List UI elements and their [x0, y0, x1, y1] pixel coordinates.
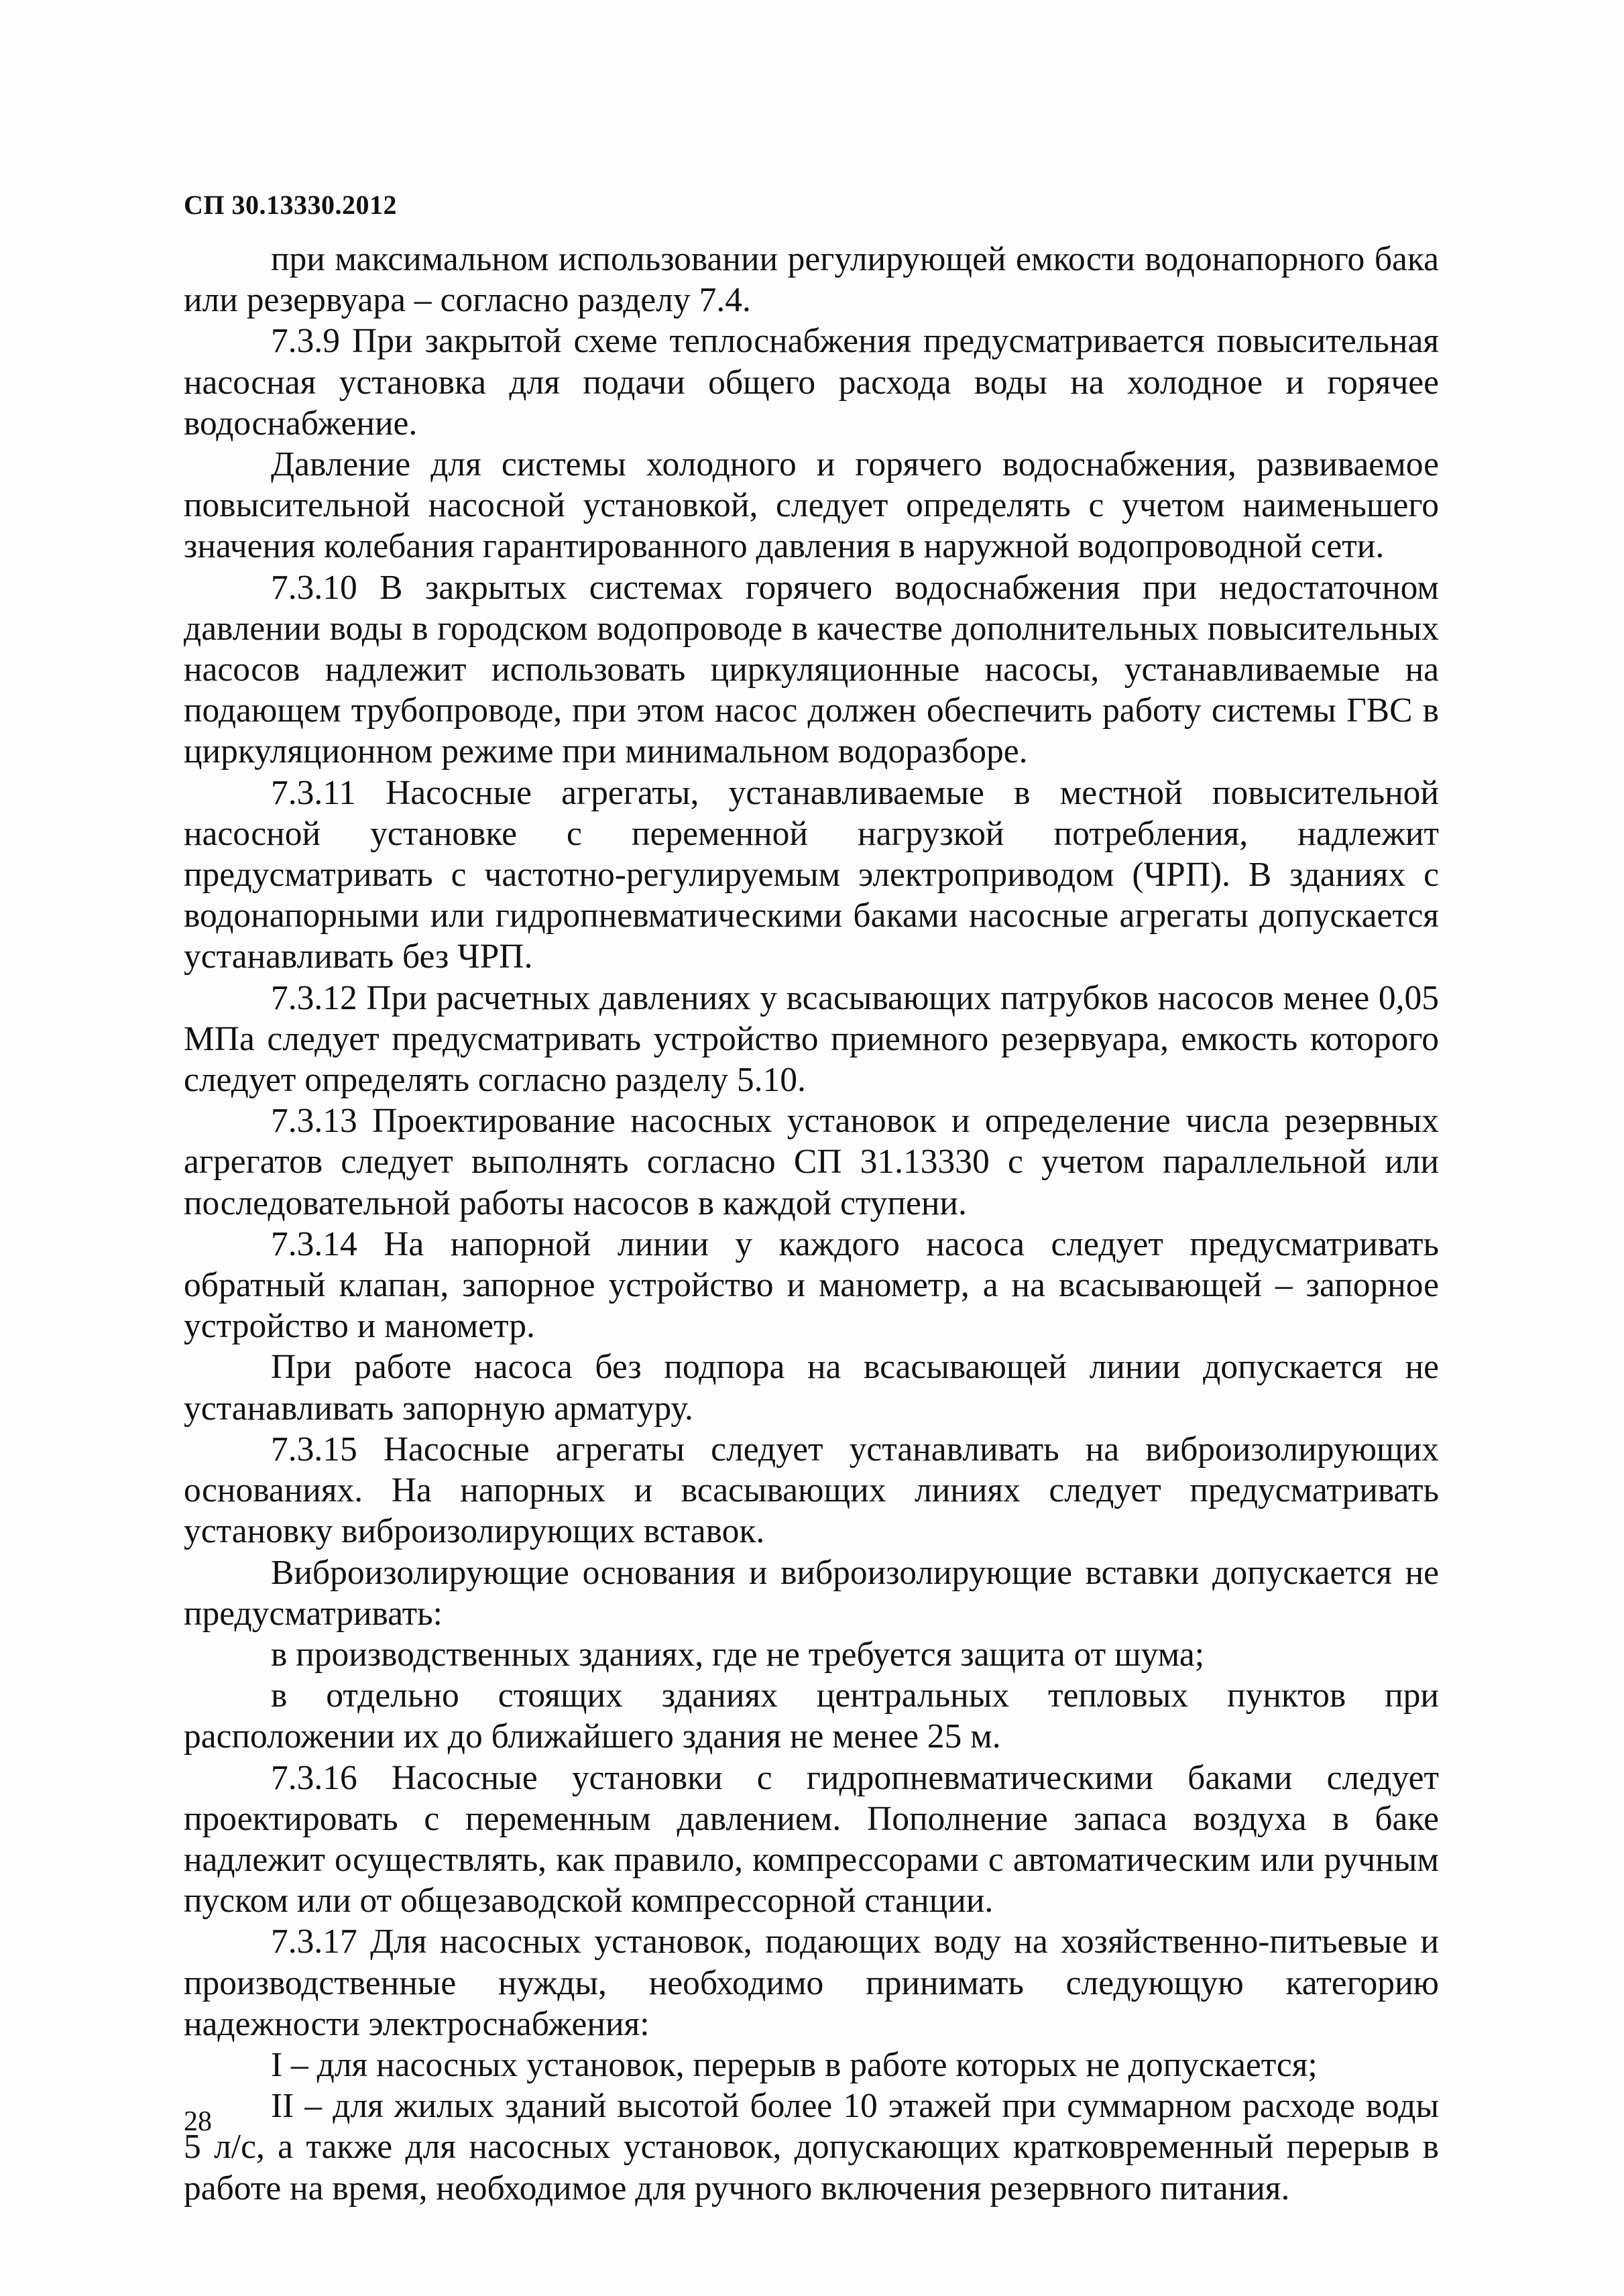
paragraph: 7.3.16 Насосные установки с гидропневматическими баками следует проектировать с переменным давлением. Пополнение запаса воздуха в баке надлежит осуществлять, как правило, компрессорами с автоматическим или ручным пуском или от общезаводской компрессорной станции.: [184, 1758, 1439, 1920]
paragraph: в отдельно стоящих зданиях центральных тепловых пунктов при расположении их до ближайшего здания не менее 25 м.: [184, 1676, 1439, 1756]
paragraph: 7.3.14 На напорной линии у каждого насоса следует предусматривать обратный клапан, запорное устройство и манометр, а на всасывающей – запорное устройство и манометр.: [184, 1224, 1439, 1346]
paragraph: Виброизолирующие основания и виброизолирующие вставки допускается не предусматривать:: [184, 1553, 1439, 1633]
paragraph: 7.3.12 При расчетных давлениях у всасывающих патрубков насосов менее 0,05 МПа следует предусматривать устройство приемного резервуара, емкость которого следует определять согласно разделу 5.10.: [184, 978, 1439, 1100]
paragraph: Давление для системы холодного и горячего водоснабжения, развиваемое повысительной насосной установкой, следует определять с учетом наименьшего значения колебания гарантированного давления в наружной водопроводной сети.: [184, 445, 1439, 566]
page-number: 28: [184, 2106, 212, 2137]
paragraph: I – для насосных установок, перерыв в работе которых не допускается;: [271, 2045, 1318, 2084]
paragraph: 7.3.11 Насосные агрегаты, устанавливаемые в местной повысительной насосной установке с переменной нагрузкой потребления, надлежит предусматривать с частотно-регулируемым электроприводом (ЧРП). В зданиях с водонапорными или гидропневматическими баками насосные агрегаты допускается устанавливать без ЧРП.: [184, 773, 1439, 976]
paragraph: 7.3.9 При закрытой схеме теплоснабжения предусматривается повысительная насосная установка для подачи общего расхода воды на холодное и горячее водоснабжение.: [184, 322, 1439, 443]
paragraph: 7.3.13 Проектирование насосных установок и определение числа резервных агрегатов следует выполнять согласно СП 31.13330 с учетом параллельной или последовательной работы насосов в каждой ступени.: [184, 1102, 1439, 1222]
paragraph: в производственных зданиях, где не требуется защита от шума;: [271, 1635, 1205, 1674]
document-code-header: СП 30.13330.2012: [184, 190, 397, 220]
document-body: [184, 239, 1439, 2209]
paragraph: 7.3.10 В закрытых системах горячего водоснабжения при недостаточном давлении воды в городском водопроводе в качестве дополнительных повысительных насосов надлежит использовать циркуляционные насосы, устанавливаемые на подающем трубопроводе, при этом насос должен обеспечить работу системы ГВС в циркуляционном режиме при минимальном водоразборе.: [184, 568, 1439, 771]
paragraph: II – для жилых зданий высотой более 10 этажей при суммарном расходе воды 5 л/с, а также для насосных установок, допускающих кратковременный перерыв в работе на время, необходимое для ручного включения резервного питания.: [184, 2087, 1439, 2207]
paragraph: 7.3.17 Для насосных установок, подающих воду на хозяйственно-питьевые и производственные нужды, необходимо принимать следующую категорию надежности электроснабжения:: [184, 1922, 1439, 2043]
paragraph: При работе насоса без подпора на всасывающей линии допускается не устанавливать запорную арматуру.: [184, 1348, 1439, 1428]
paragraph: при максимальном использовании регулирующей емкости водонапорного бака или резервуара – согласно разделу 7.4.: [184, 240, 1439, 320]
paragraph: 7.3.15 Насосные агрегаты следует устанавливать на виброизолирующих основаниях. На напорных и всасывающих линиях следует предусматривать установку виброизолирующих вставок.: [184, 1430, 1439, 1551]
